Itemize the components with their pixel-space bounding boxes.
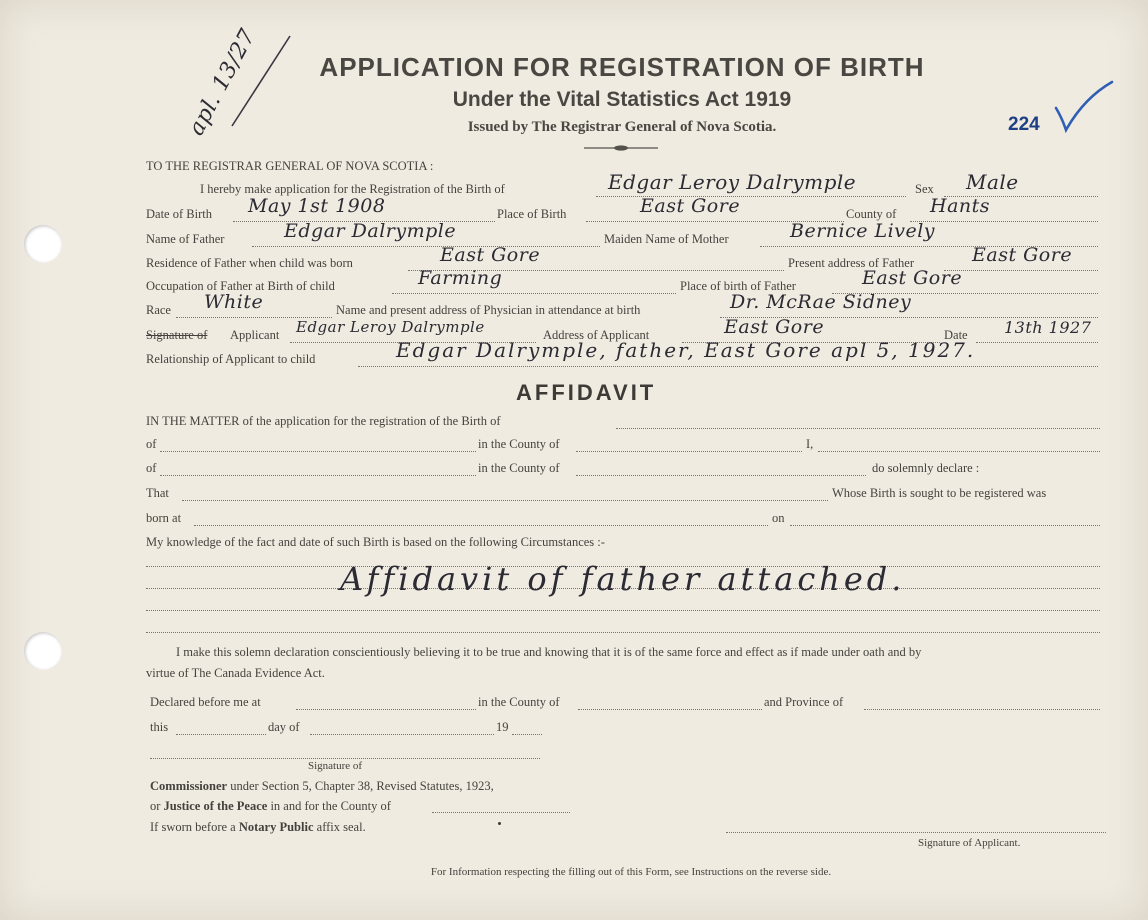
- that-label: That: [146, 486, 169, 500]
- applicant-address-value: East Gore: [724, 316, 825, 338]
- form-subtitle: Under the Vital Statistics Act 1919: [452, 88, 792, 111]
- dob-value: May 1st 1908: [248, 195, 386, 217]
- footer-instructions: For Information respecting the filling out of this Form, see Instructions on the reverse side.: [430, 866, 832, 878]
- sex-value: Male: [966, 170, 1019, 194]
- of-label-2: of: [146, 461, 157, 475]
- year-label: 19: [496, 720, 509, 734]
- pob-label: Place of Birth: [497, 207, 567, 221]
- race-label: Race: [146, 303, 171, 317]
- punch-hole: [24, 225, 62, 263]
- child-name-value: Edgar Leroy Dalrymple: [608, 170, 857, 194]
- i-label: I,: [806, 437, 814, 451]
- solemnly-declare-label: do solemnly declare :: [872, 461, 980, 475]
- this-label: this: [150, 720, 169, 734]
- jp-text: in and for the County of: [270, 799, 391, 813]
- child-name-label: I hereby make application for the Registration of the Birth of: [200, 182, 505, 196]
- physician-value: Dr. McRae Sidney: [730, 291, 912, 313]
- on-label: on: [772, 511, 785, 525]
- jp-prefix: or: [150, 799, 161, 813]
- county-label: County of: [846, 207, 897, 221]
- commissioner-line: [150, 779, 494, 794]
- whose-birth-label: Whose Birth is sought to be registered was: [832, 486, 1047, 500]
- matter-label: [146, 414, 501, 429]
- residence-value: East Gore: [440, 244, 541, 266]
- declaration-line-1: I make this solemn declaration conscientiously believing it to be true and knowing that it is of the same force and effect as if made under oath and by: [176, 645, 922, 659]
- jp-bold: Justice of the Peace: [163, 799, 268, 813]
- sex-label: Sex: [915, 182, 934, 196]
- commissioner-bold: Commissioner: [150, 779, 228, 793]
- matter-label-text: of the application for the registration of the Birth of: [242, 414, 501, 428]
- in-county-label-1: in the County of: [478, 437, 560, 451]
- province-label: and Province of: [764, 695, 844, 709]
- father-label: Name of Father: [146, 232, 225, 246]
- signature-struck-label: Signature of: [146, 328, 208, 342]
- day-of-label: day of: [268, 720, 300, 734]
- in-county-label-2: in the County of: [478, 461, 560, 475]
- declared-label: Declared before me at: [150, 695, 261, 709]
- commissioner-text: under Section 5, Chapter 38, Revised Statutes, 1923,: [230, 779, 494, 793]
- notary-text: affix seal.: [316, 820, 366, 834]
- applicant-address-label: Address of Applicant: [543, 328, 650, 342]
- notary-prefix: If sworn before a: [150, 820, 236, 834]
- registration-number: 224: [1008, 114, 1040, 135]
- matter-label-bold: IN THE MATTER: [146, 414, 240, 428]
- signature-applicant-label: Signature of Applicant.: [918, 837, 1021, 849]
- county-of-label: in the County of: [478, 695, 560, 709]
- form-title: APPLICATION FOR REGISTRATION OF BIRTH: [319, 52, 925, 82]
- father-value: Edgar Dalrymple: [284, 220, 457, 242]
- relationship-value: Edgar Dalrymple, father, East Gore apl 5, 1927.: [396, 338, 976, 362]
- signature-of-label: Signature of: [308, 760, 363, 772]
- affidavit-heading: AFFIDAVIT: [516, 380, 657, 405]
- physician-label: Name and present address of Physician in attendance at birth: [336, 303, 641, 317]
- pob-value: East Gore: [640, 195, 741, 217]
- father-birthplace-label: Place of birth of Father: [680, 279, 796, 293]
- check-mark-icon: [1052, 78, 1116, 134]
- jp-line: [150, 799, 391, 814]
- seal-dot: [498, 822, 501, 825]
- declaration-line-2: virtue of The Canada Evidence Act.: [146, 666, 325, 680]
- present-address-value: East Gore: [972, 244, 1073, 266]
- mother-label: Maiden Name of Mother: [604, 232, 729, 246]
- notary-bold: Notary Public: [238, 820, 314, 834]
- present-address-label: Present address of Father: [788, 256, 915, 270]
- father-birthplace-value: East Gore: [862, 267, 963, 289]
- date-label: Date: [944, 328, 968, 342]
- title-ornament: [584, 145, 658, 151]
- applicant-label: Applicant: [230, 328, 280, 342]
- occupation-value: Farming: [418, 267, 503, 289]
- knowledge-label: My knowledge of the fact and date of such Birth is based on the following Circumstances :-: [146, 535, 605, 549]
- margin-note: apl. 13/27: [184, 25, 261, 140]
- salutation: TO THE REGISTRAR GENERAL OF NOVA SCOTIA :: [146, 159, 434, 173]
- form-issuer: Issued by The Registrar General of Nova Scotia.: [467, 119, 777, 135]
- notary-line: [150, 820, 366, 835]
- circumstances-value: Affidavit of father attached.: [340, 560, 906, 598]
- applicant-signature-value: Edgar Leroy Dalrymple: [296, 318, 485, 336]
- occupation-label: Occupation of Father at Birth of child: [146, 279, 335, 293]
- dob-label: Date of Birth: [146, 207, 212, 221]
- relationship-label: Relationship of Applicant to child: [146, 352, 316, 366]
- county-value: Hants: [930, 195, 991, 217]
- mother-value: Bernice Lively: [790, 220, 936, 242]
- residence-label: Residence of Father when child was born: [146, 256, 353, 270]
- born-at-label: born at: [146, 511, 182, 525]
- of-label-1: of: [146, 437, 157, 451]
- race-value: White: [204, 291, 264, 313]
- punch-hole: [24, 632, 62, 670]
- date-value: 13th 1927: [1004, 318, 1092, 337]
